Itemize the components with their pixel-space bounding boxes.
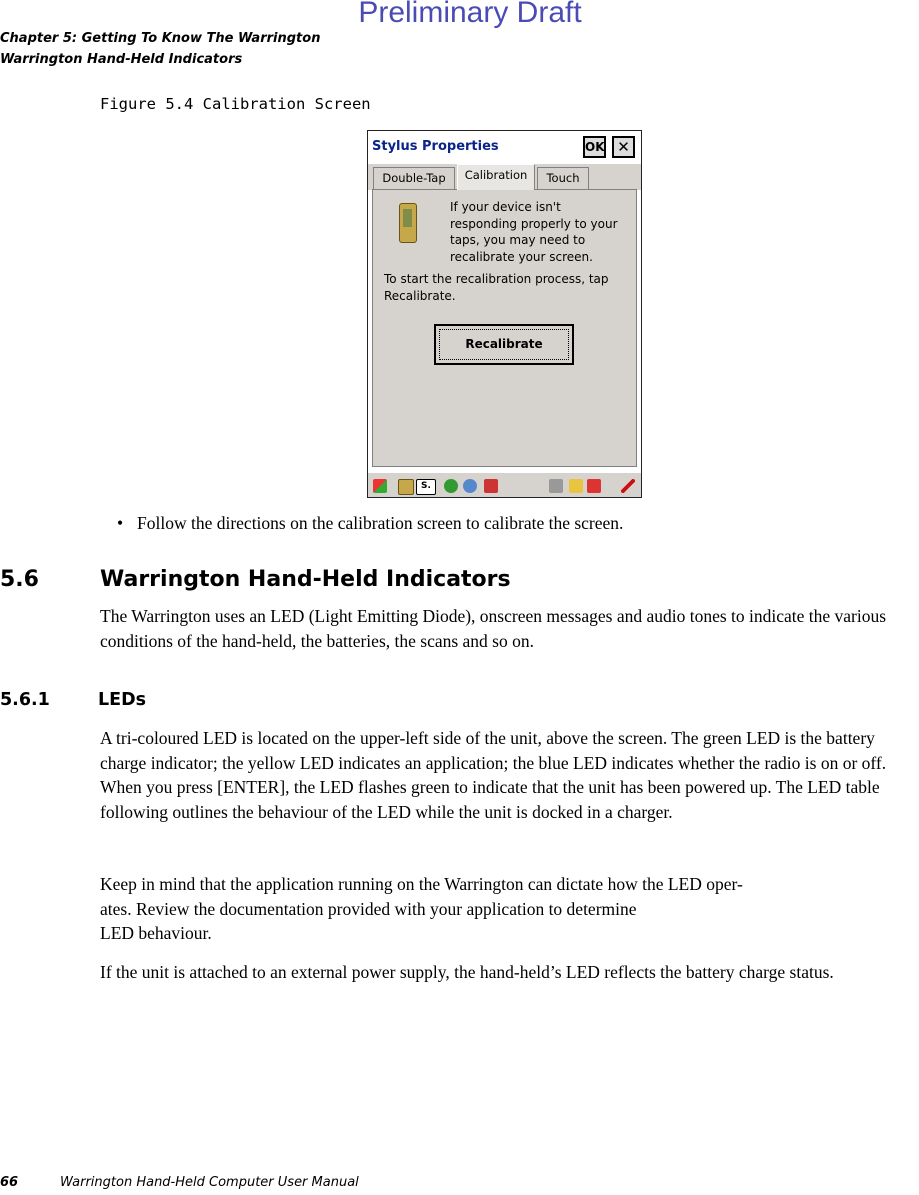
network-icon[interactable] — [444, 479, 458, 493]
section-body: The Warrington uses an LED (Light Emitting Diode), onscreen messages and audio tones to indicate the various conditions of the hand-held, the batteries, the scans and so on. — [100, 606, 887, 651]
section-header: Warrington Hand-Held Indicators — [0, 52, 243, 67]
tab-touch[interactable]: Touch — [537, 167, 589, 189]
stylus-icon[interactable] — [621, 479, 635, 493]
tab-double-tap[interactable]: Double-Tap — [373, 167, 455, 189]
chapter-header: Chapter 5: Getting To Know The Warrington — [0, 31, 321, 46]
calibration-message: If your device isn't responding properly to your taps, you may need to recalibrate your screen. — [450, 200, 618, 264]
section-title: Warrington Hand-Held Indicators — [100, 567, 511, 592]
battery-icon[interactable] — [587, 479, 601, 493]
watermark: Preliminary Draft — [358, 0, 582, 29]
window-title: Stylus Properties — [372, 139, 499, 154]
leds-paragraph-1: A tri-coloured LED is located on the upper-left side of the unit, above the screen. The green LED is the battery charge indicator; the yellow LED indicates an application; the blue LED indicates whether the radio is on or off. When you press [ENTER], the LED flashes green to indicate that the unit has been powered up. The LED table following outlines the behaviour of the LED while the unit is docked in a charger. — [100, 728, 887, 822]
keyboard-icon[interactable] — [569, 479, 583, 493]
section-number: 5.6 — [0, 567, 39, 592]
start-icon[interactable] — [373, 479, 387, 493]
recalibrate-instructions: To start the recalibration process, tap Recalibrate. — [384, 272, 609, 303]
calibration-screenshot — [367, 130, 642, 498]
leds-paragraph-2: Keep in mind that the application running on the Warrington can dictate how the LED oper- ates. Review the documentation provided with your application to determine LED behaviour. — [100, 874, 743, 943]
bullet-text: Follow the directions on the calibration screen to calibrate the screen. — [137, 513, 624, 533]
figure-caption: Figure 5.4 Calibration Screen — [100, 95, 371, 113]
page-number: 66 — [0, 1175, 19, 1190]
close-button[interactable]: ✕ — [612, 136, 635, 158]
sync-icon[interactable] — [463, 479, 477, 493]
scanner-icon[interactable]: S. — [416, 479, 436, 495]
recalibrate-button[interactable] — [434, 324, 574, 365]
pda-device-icon — [399, 203, 417, 243]
recalibrate-button-label: Recalibrate — [439, 329, 569, 360]
tab-strip — [368, 164, 641, 190]
subsection-number: 5.6.1 — [0, 690, 50, 710]
tab-calibration[interactable]: Calibration — [457, 164, 535, 190]
ok-button[interactable]: OK — [583, 136, 606, 158]
manual-title: Warrington Hand-Held Computer User Manual — [60, 1175, 359, 1190]
leds-paragraph-3: If the unit is attached to an external power supply, the hand-held’s LED reflects the battery charge status. — [100, 962, 834, 982]
taskbar — [368, 472, 641, 498]
radio-icon[interactable] — [484, 479, 498, 493]
subsection-title: LEDs — [98, 690, 147, 710]
window-titlebar — [368, 131, 641, 164]
connection-icon[interactable] — [549, 479, 563, 493]
pda-taskbar-icon[interactable] — [398, 479, 414, 495]
bullet-point: • — [117, 513, 124, 533]
